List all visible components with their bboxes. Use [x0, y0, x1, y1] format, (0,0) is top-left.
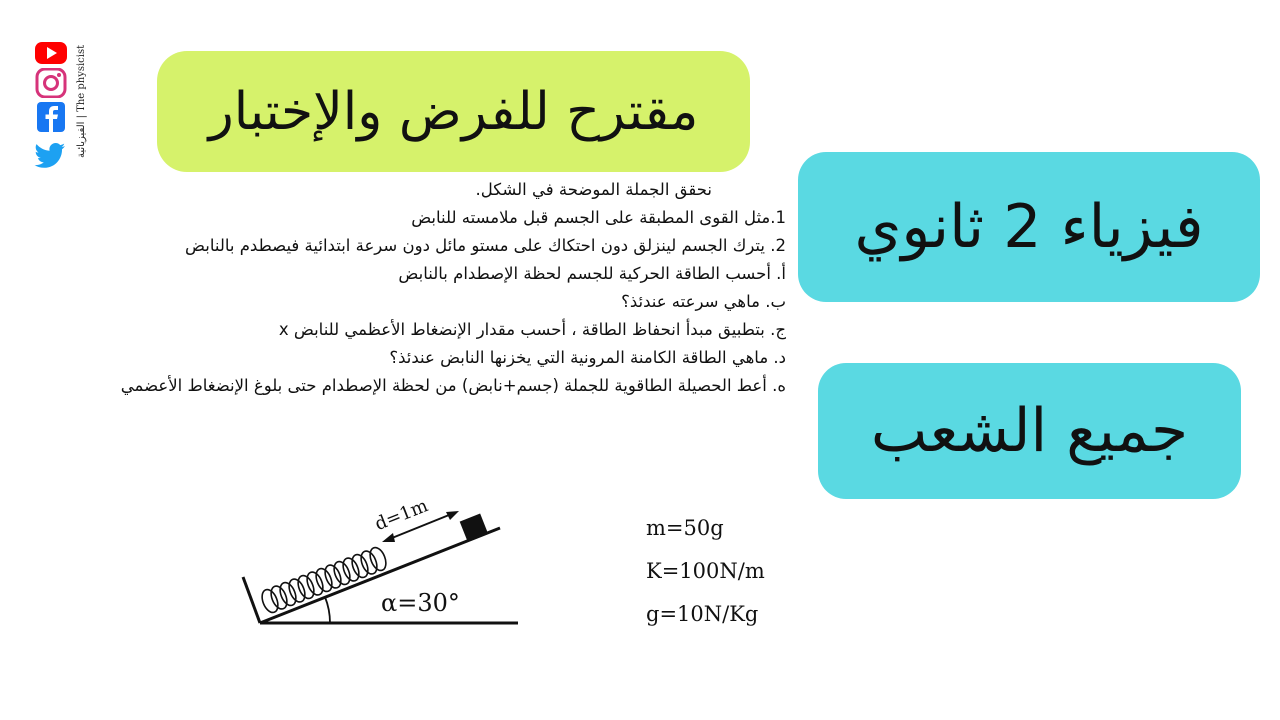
question-2a: أ. أحسب الطاقة الحركية للجسم لحظة الإصطدام بالنابض [398, 264, 786, 283]
channel-name: الفيزيائية | The physicist [76, 44, 87, 158]
question-2e: ه. أعط الحصيلة الطاقوية للجملة (جسم+نابض) من لحظة الإصطدام حتى بلوغ الإنضغاط الأعضمي [120, 376, 786, 395]
wall-line [243, 577, 260, 623]
question-2: 2. يترك الجسم لينزلق دون احتكاك على مستو مائل دون سرعة ابتدائية فيصطدم بالنابض [185, 236, 786, 255]
exercise-intro: نحقق الجملة الموضحة في الشكل. [475, 180, 712, 199]
level-badge: فيزياء 2 ثانوي [798, 152, 1260, 302]
angle-arc [325, 597, 330, 623]
page-title: مقترح للفرض والإختبار [157, 51, 750, 172]
block [460, 513, 489, 542]
youtube-icon[interactable] [34, 38, 68, 68]
mass-value: m=50g [646, 516, 724, 540]
question-1: 1.مثل القوى المطبقة على الجسم قبل ملامسته للنابض [411, 208, 786, 227]
gravity-value: g=10N/Kg [646, 602, 759, 626]
given-values [646, 516, 826, 645]
distance-label: d=1m [372, 495, 431, 536]
facebook-icon[interactable] [34, 102, 68, 132]
inclined-plane-figure [238, 480, 528, 630]
twitter-icon[interactable] [34, 140, 68, 170]
branches-badge: جميع الشعب [818, 363, 1241, 499]
question-2d: د. ماهي الطاقة الكامنة المرونية التي يخزنها النابض عندئذ؟ [389, 348, 786, 367]
question-2c: ج. بتطبيق مبدأ انحفاظ الطاقة ، أحسب مقدار الإنضغاط الأعظمي للنابض x [278, 320, 786, 339]
spring-constant-value: K=100N/m [646, 559, 765, 583]
question-2b: ب. ماهي سرعته عندئذ؟ [621, 292, 786, 311]
instagram-icon[interactable] [34, 68, 68, 98]
exercise-text [60, 176, 786, 400]
angle-label: α=30° [381, 589, 460, 617]
incline-line [260, 528, 500, 623]
